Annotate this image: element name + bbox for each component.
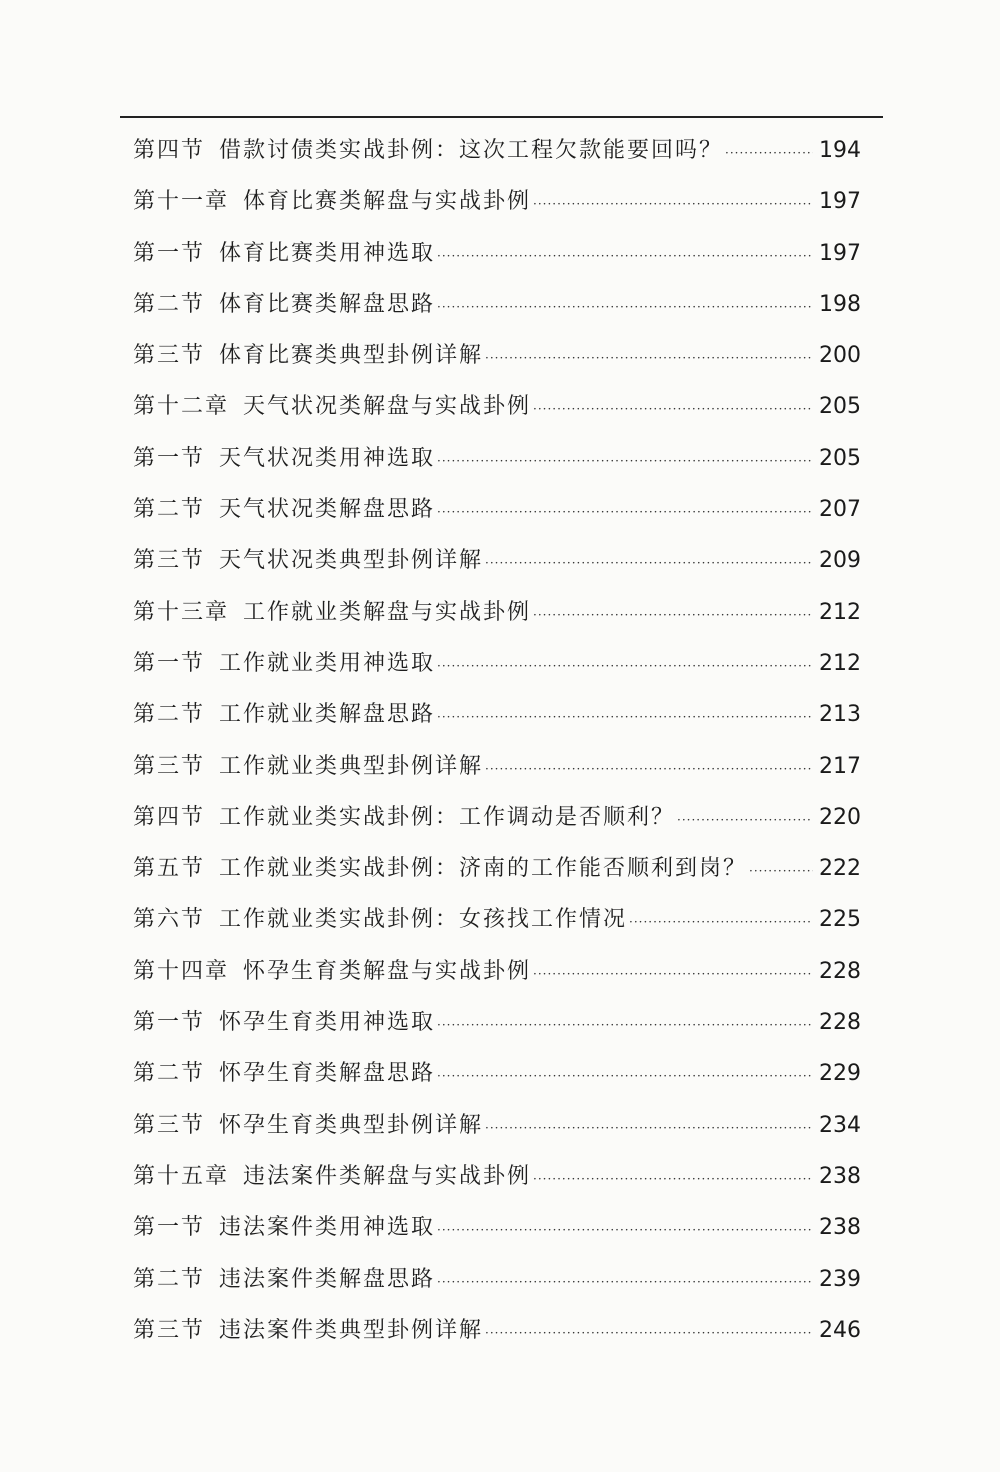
- toc-title: 违法案件类解盘思路: [219, 1266, 436, 1292]
- toc-title: 天气状况类解盘思路: [219, 497, 436, 523]
- toc-entry: [133, 228, 861, 279]
- toc-page-number: 234: [819, 1112, 861, 1138]
- toc-section-number: 第十一章: [133, 189, 230, 215]
- dot-leader: [533, 179, 813, 227]
- toc-section-number: 第三节: [133, 548, 206, 574]
- dot-leader: [485, 1103, 813, 1151]
- toc-page-number: 246: [819, 1317, 861, 1343]
- toc-section-number: 第二节: [133, 1061, 206, 1087]
- toc-entry-label: [133, 997, 435, 1048]
- toc-page-number: 207: [819, 497, 861, 523]
- toc-page-number: 197: [819, 240, 861, 266]
- toc-entry: [133, 1254, 861, 1305]
- toc-section-number: 第一节: [133, 1215, 206, 1241]
- toc-entry: [133, 843, 861, 894]
- toc-title: 工作就业类实战卦例：工作调动是否顺利？: [219, 804, 676, 830]
- toc-title: 工作就业类典型卦例详解: [219, 753, 484, 779]
- toc-title: 工作就业类用神选取: [219, 650, 436, 676]
- toc-page-number: 228: [819, 1010, 861, 1036]
- toc-page-number: 212: [819, 650, 861, 676]
- toc-section-number: 第二节: [133, 497, 206, 523]
- toc-title: 借款讨债类实战卦例：这次工程欠款能要回吗？: [219, 138, 724, 163]
- toc-entry-label: [133, 279, 435, 330]
- toc-page-number: 198: [819, 291, 861, 317]
- dot-leader: [437, 231, 813, 279]
- toc-entry: [133, 894, 861, 945]
- toc-entry-label: [133, 535, 483, 586]
- dot-leader: [437, 1205, 813, 1253]
- toc-title: 违法案件类解盘与实战卦例: [243, 1163, 532, 1189]
- toc-page-number: 205: [819, 445, 861, 471]
- toc-title: 天气状况类解盘与实战卦例: [243, 394, 532, 420]
- dot-leader: [437, 487, 813, 535]
- toc-page-number: 222: [819, 856, 861, 882]
- dot-leader: [629, 897, 813, 945]
- toc-section-number: 第三节: [133, 1317, 206, 1343]
- toc-entry: [133, 1048, 861, 1099]
- toc-section-number: 第五节: [133, 856, 206, 882]
- dot-leader: [485, 538, 813, 586]
- toc-title: 工作就业类解盘思路: [219, 702, 436, 728]
- toc-page-number: 205: [819, 394, 861, 420]
- toc-entry-label: [133, 792, 675, 843]
- toc-entry-label: [133, 1100, 483, 1151]
- toc-section-number: 第二节: [133, 1266, 206, 1292]
- dot-leader: [437, 641, 813, 689]
- toc-section-number: 第十三章: [133, 599, 230, 625]
- toc-page-number: 209: [819, 548, 861, 574]
- toc-entry-label: [133, 381, 531, 432]
- toc-section-number: 第四节: [133, 804, 206, 830]
- toc-section-number: 第二节: [133, 291, 206, 317]
- toc-section-number: 第六节: [133, 907, 206, 933]
- toc-section-number: 第一节: [133, 650, 206, 676]
- toc-page-number: 197: [819, 189, 861, 215]
- dot-leader: [725, 128, 813, 176]
- toc-section-number: 第十二章: [133, 394, 230, 420]
- toc-entry: [133, 125, 861, 176]
- toc-entry-label: [133, 330, 483, 381]
- toc-page-number: 217: [819, 753, 861, 779]
- toc-section-number: 第十五章: [133, 1163, 230, 1189]
- toc-title: 体育比赛类典型卦例详解: [219, 343, 484, 369]
- toc-entry: [133, 638, 861, 689]
- dot-leader: [437, 1257, 813, 1305]
- toc-page-number: 200: [819, 343, 861, 369]
- toc-title: 怀孕生育类典型卦例详解: [219, 1112, 484, 1138]
- toc-entry-label: [133, 228, 435, 279]
- dot-leader: [749, 846, 813, 894]
- dot-leader: [533, 590, 813, 638]
- toc-title: 工作就业类解盘与实战卦例: [243, 599, 532, 625]
- toc-entry: [133, 484, 861, 535]
- toc-entry: [133, 1305, 861, 1356]
- toc-title: 工作就业类实战卦例：女孩找工作情况: [219, 907, 628, 933]
- toc-section-number: 第十四章: [133, 958, 230, 984]
- toc-entry-label: [133, 176, 531, 227]
- toc-entry: [133, 997, 861, 1048]
- toc-entry: [133, 1100, 861, 1151]
- toc-page-number: 220: [819, 804, 861, 830]
- toc-title: 怀孕生育类解盘思路: [219, 1061, 436, 1087]
- dot-leader: [437, 436, 813, 484]
- toc-title: 怀孕生育类解盘与实战卦例: [243, 958, 532, 984]
- toc-entry: [133, 792, 861, 843]
- toc-page-number: 194: [819, 138, 861, 163]
- toc-title: 体育比赛类用神选取: [219, 240, 436, 266]
- toc-section-number: 第一节: [133, 1010, 206, 1036]
- toc-entry: [133, 176, 861, 227]
- dot-leader: [437, 1000, 813, 1048]
- toc-entry: [133, 1202, 861, 1253]
- toc-entry: [133, 587, 861, 638]
- dot-leader: [533, 1154, 813, 1202]
- toc-title: 违法案件类用神选取: [219, 1215, 436, 1241]
- toc-title: 违法案件类典型卦例详解: [219, 1317, 484, 1343]
- dot-leader: [437, 1051, 813, 1099]
- toc-entry-label: [133, 741, 483, 792]
- table-of-contents: [133, 125, 861, 1356]
- dot-leader: [485, 1308, 813, 1356]
- toc-entry-label: [133, 1151, 531, 1202]
- toc-entry-label: [133, 638, 435, 689]
- toc-page-number: 229: [819, 1061, 861, 1087]
- toc-page-number: 213: [819, 702, 861, 728]
- toc-title: 怀孕生育类用神选取: [219, 1010, 436, 1036]
- toc-entry: [133, 535, 861, 586]
- toc-section-number: 第三节: [133, 753, 206, 779]
- toc-entry: [133, 433, 861, 484]
- toc-page-number: 228: [819, 958, 861, 984]
- dot-leader: [437, 692, 813, 740]
- dot-leader: [437, 282, 813, 330]
- toc-title: 天气状况类用神选取: [219, 445, 436, 471]
- toc-entry-label: [133, 1254, 435, 1305]
- toc-section-number: 第一节: [133, 240, 206, 266]
- toc-entry: [133, 381, 861, 432]
- toc-section-number: 第二节: [133, 702, 206, 728]
- toc-entry-label: [133, 433, 435, 484]
- toc-section-number: 第四节: [133, 138, 206, 163]
- toc-entry: [133, 330, 861, 381]
- toc-entry-label: [133, 689, 435, 740]
- toc-entry-label: [133, 946, 531, 997]
- toc-entry-label: [133, 587, 531, 638]
- toc-entry: [133, 946, 861, 997]
- toc-title: 体育比赛类解盘思路: [219, 291, 436, 317]
- dot-leader: [533, 949, 813, 997]
- toc-entry-label: [133, 1305, 483, 1356]
- toc-entry-label: [133, 484, 435, 535]
- header-rule: [120, 116, 883, 118]
- toc-page-number: 212: [819, 599, 861, 625]
- toc-section-number: 第三节: [133, 1112, 206, 1138]
- toc-entry-label: [133, 1202, 435, 1253]
- toc-page-number: 225: [819, 907, 861, 933]
- dot-leader: [485, 333, 813, 381]
- toc-title: 工作就业类实战卦例：济南的工作能否顺利到岗？: [219, 856, 748, 882]
- toc-page-number: 238: [819, 1163, 861, 1189]
- toc-entry: [133, 689, 861, 740]
- toc-page-number: 239: [819, 1266, 861, 1292]
- toc-section-number: 第一节: [133, 445, 206, 471]
- toc-entry-label: [133, 1048, 435, 1099]
- toc-entry-label: [133, 843, 747, 894]
- toc-entry-label: [133, 125, 723, 176]
- toc-entry: [133, 279, 861, 330]
- dot-leader: [677, 795, 813, 843]
- toc-entry-label: [133, 894, 627, 945]
- toc-title: 天气状况类典型卦例详解: [219, 548, 484, 574]
- toc-title: 体育比赛类解盘与实战卦例: [243, 189, 532, 215]
- dot-leader: [485, 744, 813, 792]
- dot-leader: [533, 384, 813, 432]
- toc-page-number: 238: [819, 1215, 861, 1241]
- toc-entry: [133, 741, 861, 792]
- toc-entry: [133, 1151, 861, 1202]
- toc-section-number: 第三节: [133, 343, 206, 369]
